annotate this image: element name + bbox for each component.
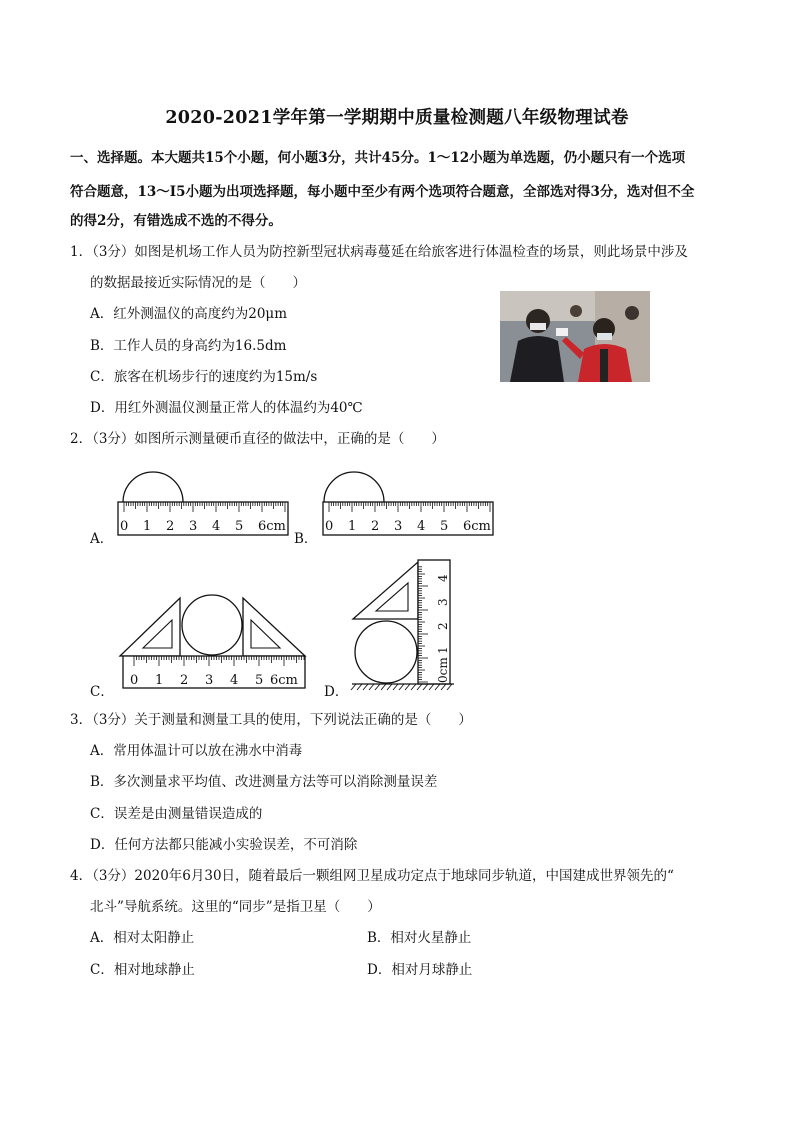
figure-c-tick-0: 0: [130, 673, 139, 688]
q3-option-d[interactable]: D．任何方法都只能减小实验误差，不可消除: [90, 837, 358, 853]
figure-d-tick-2: 2: [436, 622, 450, 630]
q1-option-b[interactable]: B．工作人员的身高约为16.5dm: [90, 338, 287, 354]
ground-hatch-mark: [447, 684, 452, 690]
ground-hatch-mark: [363, 684, 368, 690]
figure-a-tick-1: 1: [143, 519, 152, 534]
ground-hatch-mark: [405, 684, 410, 690]
figure-c-tick-4: 4: [230, 673, 239, 688]
q4-stem-line-2: 北斗”导航系统。这里的“同步”是指卫星（ ）: [90, 899, 381, 915]
figure-a-tick-4: 4: [212, 519, 221, 534]
figure-d-tick-0: 0cm: [436, 657, 450, 683]
q1-option-d[interactable]: D．用红外测温仪测量正常人的体温约为40℃: [90, 400, 363, 416]
figure-d-vertical-ruler: [348, 556, 458, 692]
figure-b-tick-1: 1: [348, 519, 357, 534]
q3-stem: 3．（3分）关于测量和测量工具的使用，下列说法正确的是（ ）: [70, 712, 472, 728]
q4-option-b[interactable]: B．相对火星静止: [367, 930, 472, 946]
ground-hatch-mark: [393, 684, 398, 690]
q3-option-a[interactable]: A．常用体温计可以放在沸水中消毒: [90, 743, 303, 759]
figure-b-tick-2: 2: [371, 519, 380, 534]
q3-option-c[interactable]: C．误差是由测量错误造成的: [90, 806, 263, 822]
ground-hatch-mark: [357, 684, 362, 690]
figure-a-label: A．: [90, 531, 114, 547]
ground-hatch-mark: [423, 684, 428, 690]
figure-c-tick-2: 2: [180, 673, 189, 688]
figure-c-tick-3: 3: [205, 673, 214, 688]
q4-option-c[interactable]: C．相对地球静止: [90, 962, 195, 978]
ground-hatch-mark: [417, 684, 422, 690]
figure-d-tick-1: 1: [436, 646, 450, 654]
figure-a-tick-3: 3: [189, 519, 198, 534]
section-instruction-line-1: 一、选择题。本大题共15个小题，何小题3分，共计45分。1～12小题为单选题，仍小题只有一个选项: [70, 150, 686, 166]
ground-hatch-mark: [411, 684, 416, 690]
figure-d-label: D．: [324, 684, 349, 700]
figure-b-tick-6: 6cm: [463, 519, 491, 534]
section-instruction-line-3: 的得2分，有错选成不选的不得分。: [70, 213, 282, 229]
ground-hatch-mark: [435, 684, 440, 690]
q4-option-d[interactable]: D．相对月球静止: [367, 962, 473, 978]
ground-hatch-mark: [387, 684, 392, 690]
q2-stem: 2．（3分）如图所示测量硬币直径的做法中，正确的是（ ）: [70, 431, 445, 447]
figure-b-tick-0: 0: [325, 519, 334, 534]
figure-b-tick-5: 5: [440, 519, 449, 534]
figure-b-tick-3: 3: [394, 519, 403, 534]
figure-c-label: C．: [90, 684, 114, 700]
ground-hatch-mark: [441, 684, 446, 690]
ground-hatch-mark: [429, 684, 434, 690]
q3-option-b[interactable]: B．多次测量求平均值、改进测量方法等可以消除测量误差: [90, 774, 438, 790]
q1-option-a[interactable]: A．红外测温仪的高度约为20μm: [90, 306, 288, 322]
ground-hatch-mark: [375, 684, 380, 690]
q1-stem-line-1: 1．（3分）如图是机场工作人员为防控新型冠状病毒蔓延在给旅客进行体温检查的场景，则此场景中涉及: [70, 244, 688, 260]
figure-c-triangles-ruler: [115, 590, 310, 692]
figure-a-tick-5: 5: [235, 519, 244, 534]
q1-stem-line-2: 的数据最接近实际情况的是（ ）: [90, 275, 306, 291]
figure-b-coin-on-ruler: [320, 462, 496, 542]
q4-stem-line-1: 4．（3分）2020年6月30日，随着最后一颗组网卫星成功定点于地球同步轨道，中国建成世界领先的“: [70, 868, 674, 884]
figure-c-tick-5: 5: [255, 673, 264, 688]
figure-b-label: B．: [294, 531, 318, 547]
figure-c-tick-1: 1: [155, 673, 164, 688]
q1-option-c[interactable]: C．旅客在机场步行的速度约为15m/s: [90, 369, 318, 385]
ground-hatch-mark: [351, 684, 356, 690]
section-instruction-line-2: 符合题意，13～I5小题为出项选择题，每小题中至少有两个选项符合题意，全部选对得3分，选对但不全: [70, 184, 695, 200]
page-title: 2020-2021学年第一学期期中质量检测题八年级物理试卷: [165, 108, 629, 128]
figure-a-tick-2: 2: [166, 519, 175, 534]
figure-b-tick-4: 4: [417, 519, 426, 534]
figure-a-coin-on-ruler: [115, 462, 291, 542]
figure-d-tick-4: 4: [436, 574, 450, 582]
ground-hatch-mark: [381, 684, 386, 690]
figure-a-tick-0: 0: [120, 519, 129, 534]
ground-hatch-mark: [399, 684, 404, 690]
figure-c-tick-6: 6cm: [270, 673, 298, 688]
figure-d-tick-3: 3: [436, 598, 450, 606]
ground-hatch-mark: [369, 684, 374, 690]
temperature-check-photo: [500, 291, 650, 382]
q4-option-a[interactable]: A．相对太阳静止: [90, 930, 195, 946]
figure-a-tick-6: 6cm: [258, 519, 286, 534]
